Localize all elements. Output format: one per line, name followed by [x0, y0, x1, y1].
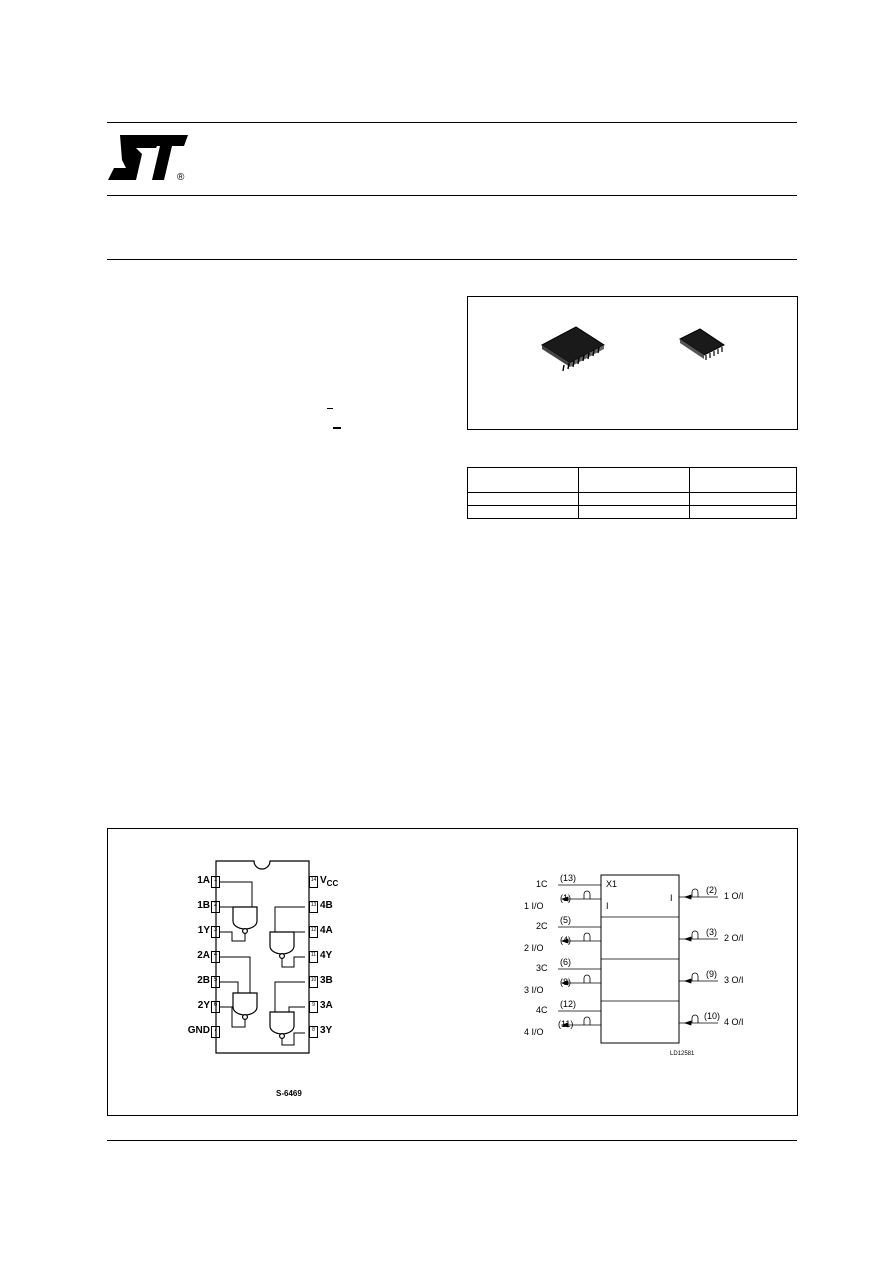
- pin-box: 8: [309, 1026, 318, 1038]
- control-pin: (5): [560, 915, 571, 925]
- sop-package-icon: [542, 327, 604, 371]
- io-pin: (11): [558, 1019, 574, 1029]
- control-label: 1C: [536, 879, 548, 889]
- pin-row: [174, 875, 220, 889]
- pin-row: [309, 900, 354, 914]
- top-rule: [107, 122, 797, 123]
- control-label: 2C: [536, 921, 548, 931]
- io-label: 2 I/O: [524, 943, 544, 953]
- io-pin: (4): [560, 935, 571, 945]
- pin-box: 2: [211, 901, 220, 913]
- pin-row: [309, 875, 354, 889]
- order-codes-table: [467, 467, 797, 519]
- control-label: 4C: [536, 1005, 548, 1015]
- pin-box: 9: [309, 1001, 318, 1013]
- io-pin: (1): [560, 893, 571, 903]
- package-images: [468, 297, 799, 431]
- table-cell: [690, 493, 797, 506]
- io-label: 1 I/O: [524, 901, 544, 911]
- table-cell: [468, 468, 579, 493]
- block-label: X1: [606, 879, 618, 889]
- table-cell: [468, 493, 579, 506]
- pin-box: 1: [211, 876, 220, 888]
- logo-rule: [107, 195, 797, 196]
- table-cell: [579, 506, 690, 519]
- out-pin: (10): [704, 1011, 721, 1021]
- io-label: 4 I/O: [524, 1027, 544, 1037]
- out-label: 2 O/I: [724, 933, 744, 943]
- out-pin: (2): [706, 885, 717, 895]
- pin-connection-diagram: [174, 857, 354, 1098]
- table-row: [468, 493, 797, 506]
- table-cell: [468, 506, 579, 519]
- pin-row: [174, 975, 220, 989]
- pin-box: 10: [309, 976, 318, 988]
- pin-label: 1A: [197, 875, 210, 886]
- registered-mark: ®: [177, 172, 185, 183]
- pin-label: 4B: [320, 900, 333, 911]
- pin-label: 4Y: [320, 950, 333, 961]
- control-label: 3C: [536, 963, 548, 973]
- table-row: [468, 506, 797, 519]
- pin-row: [309, 950, 354, 964]
- pin-row: [174, 1025, 220, 1039]
- io-pin: (8): [560, 977, 571, 987]
- tssop-package-icon: [680, 329, 724, 360]
- out-label: 1 O/I: [724, 891, 744, 901]
- pin-box: 5: [211, 976, 220, 988]
- pin-diagram-code: S-6469: [276, 1089, 302, 1098]
- nand-gate-1: [233, 907, 257, 929]
- pin-box: 6: [211, 1001, 220, 1013]
- pin-box: 12: [309, 926, 318, 938]
- pin-label: 3A: [320, 1000, 333, 1011]
- pin-label: 1Y: [197, 925, 210, 936]
- footer-rule: [107, 1140, 797, 1141]
- pin-row: [174, 900, 220, 914]
- inner-right-label: I: [670, 893, 673, 903]
- st-logo: [106, 132, 192, 186]
- pin-box: 4: [211, 951, 220, 963]
- vcc-main: V: [320, 875, 327, 886]
- title-rule: [107, 259, 797, 260]
- overbar-mark-2: [333, 427, 341, 429]
- pin-label: 2B: [197, 975, 210, 986]
- pin-label: GND: [187, 1025, 210, 1036]
- vcc-sub: CC: [326, 879, 339, 888]
- pin-label: 3B: [320, 975, 333, 986]
- nand-gate-3: [233, 993, 257, 1015]
- pin-row: [309, 925, 354, 939]
- pin-box: 7: [211, 1026, 220, 1038]
- table-cell: [579, 493, 690, 506]
- pin-row: [174, 1000, 220, 1014]
- pin-label: 1B: [197, 900, 210, 911]
- nand-gate-2: [270, 932, 294, 954]
- logic-diagram: [518, 869, 788, 1069]
- pin-label: 2Y: [197, 1000, 210, 1011]
- pin-label: [320, 875, 338, 888]
- pin-row: [309, 975, 354, 989]
- control-pin: (13): [560, 873, 577, 883]
- logic-graphics: [518, 869, 788, 1069]
- control-pin: (6): [560, 957, 571, 967]
- pin-row: [174, 925, 220, 939]
- table-header-row: [468, 468, 797, 493]
- table-cell: [690, 506, 797, 519]
- out-label: 3 O/I: [724, 975, 744, 985]
- control-pin: (12): [560, 999, 577, 1009]
- out-pin: (9): [706, 969, 717, 979]
- out-pin: (3): [706, 927, 717, 937]
- pin-box: 3: [211, 926, 220, 938]
- logic-diagram-code: LD12581: [670, 1051, 695, 1057]
- table-cell: [579, 468, 690, 493]
- pin-row: [309, 1025, 354, 1039]
- out-label: 4 O/I: [724, 1017, 744, 1027]
- pin-label: 3Y: [320, 1025, 333, 1036]
- pin-label: 4A: [320, 925, 333, 936]
- table-cell: [690, 468, 797, 493]
- io-label: 3 I/O: [524, 985, 544, 995]
- diagram-frame: [107, 828, 798, 1116]
- pin-row: [174, 950, 220, 964]
- pin-row: [309, 1000, 354, 1014]
- pin-box: 13: [309, 901, 318, 913]
- pin-box: 11: [309, 951, 318, 963]
- pin-label: 2A: [197, 950, 210, 961]
- pin-box: 14: [309, 876, 318, 888]
- overbar-mark-1: [327, 408, 333, 409]
- inner-left-label: I: [606, 901, 609, 911]
- package-frame: [467, 296, 798, 430]
- nand-gate-4: [270, 1012, 294, 1034]
